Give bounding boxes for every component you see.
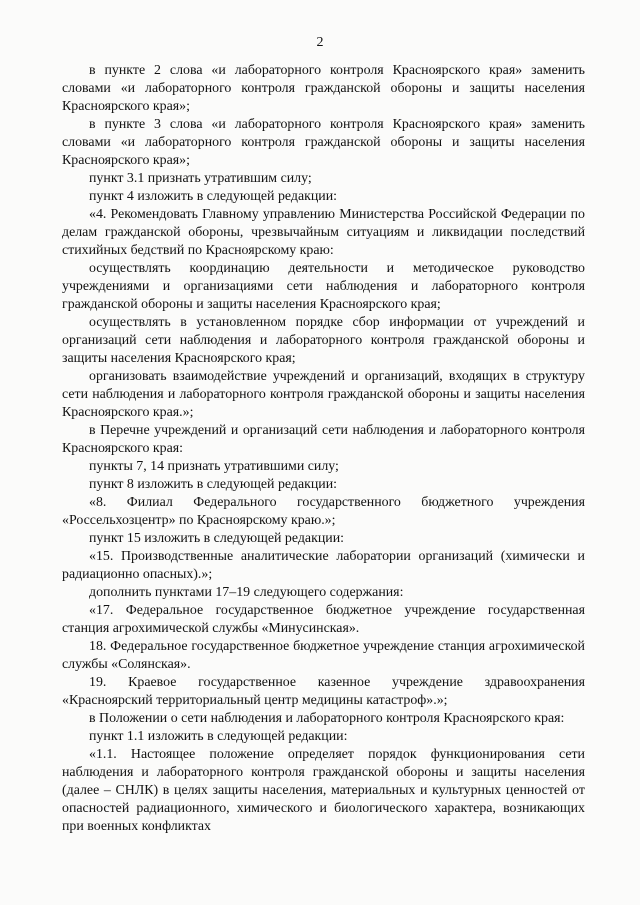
- paragraph: 19. Краевое государственное казенное учреждение здравоохранения «Красноярский территориальный центр медицины катастроф».»;: [62, 675, 585, 708]
- paragraph: осуществлять координацию деятельности и методическое руководство учреждениями и организациями сети наблюдения и лабораторного контроля гражданской обороны и защиты населения Красноярского края;: [62, 261, 585, 312]
- paragraph: пункт 15 изложить в следующей редакции:: [89, 531, 344, 546]
- paragraph: в пункте 2 слова «и лабораторного контроля Красноярского края» заменить словами «и лабораторного контроля гражданской обороны и защиты населения Красноярского края»;: [62, 63, 585, 114]
- paragraph: пункт 8 изложить в следующей редакции:: [89, 477, 338, 492]
- paragraph: дополнить пунктами 17–19 следующего содержания:: [89, 585, 404, 600]
- paragraph: 18. Федеральное государственное бюджетное учреждение станция агрохимической службы «Солянская».: [62, 639, 585, 672]
- paragraph: пункты 7, 14 признать утратившими силу;: [89, 459, 339, 474]
- document-body: [62, 62, 585, 836]
- paragraph: в Перечне учреждений и организаций сети наблюдения и лабораторного контроля Красноярского края:: [62, 423, 585, 456]
- paragraph: «15. Производственные аналитические лаборатории организаций (химически и радиационно опасных).»;: [62, 549, 585, 582]
- paragraph: «8. Филиал Федерального государственного бюджетного учреждения «Россельхозцентр» по Красноярскому краю.»;: [62, 495, 585, 528]
- paragraph: «17. Федеральное государственное бюджетное учреждение государственная станция агрохимической службы «Минусинская».: [62, 603, 585, 636]
- paragraph: пункт 1.1 изложить в следующей редакции:: [89, 729, 348, 744]
- paragraph: в пункте 3 слова «и лабораторного контроля Красноярского края» заменить словами «и лабораторного контроля гражданской обороны и защиты населения Красноярского края»;: [62, 117, 585, 168]
- paragraph: пункт 3.1 признать утратившим силу;: [89, 171, 312, 186]
- paragraph: в Положении о сети наблюдения и лабораторного контроля Красноярского края:: [89, 711, 565, 726]
- page-number: 2: [316, 35, 324, 50]
- paragraph: пункт 4 изложить в следующей редакции:: [89, 189, 338, 204]
- paragraph: «1.1. Настоящее положение определяет порядок функционирования сети наблюдения и лабораторного контроля гражданской обороны и защиты населения (далее – СНЛК) в целях защиты населения, материальных и культурных ценностей от опасностей радиационного, химического и биологического характера, возникающих при военных конфликтах: [62, 747, 585, 834]
- paragraph: организовать взаимодействие учреждений и организаций, входящих в структуру сети наблюдения и лабораторного контроля гражданской обороны и защиты населения Красноярского края.»;: [62, 369, 585, 420]
- paragraph: «4. Рекомендовать Главному управлению Министерства Российской Федерации по делам гражданской обороны, чрезвычайным ситуациям и ликвидации последствий стихийных бедствий по Красноярскому краю:: [62, 207, 585, 258]
- paragraph: осуществлять в установленном порядке сбор информации от учреждений и организаций сети наблюдения и лабораторного контроля гражданской обороны и защиты населения Красноярского края;: [62, 315, 585, 366]
